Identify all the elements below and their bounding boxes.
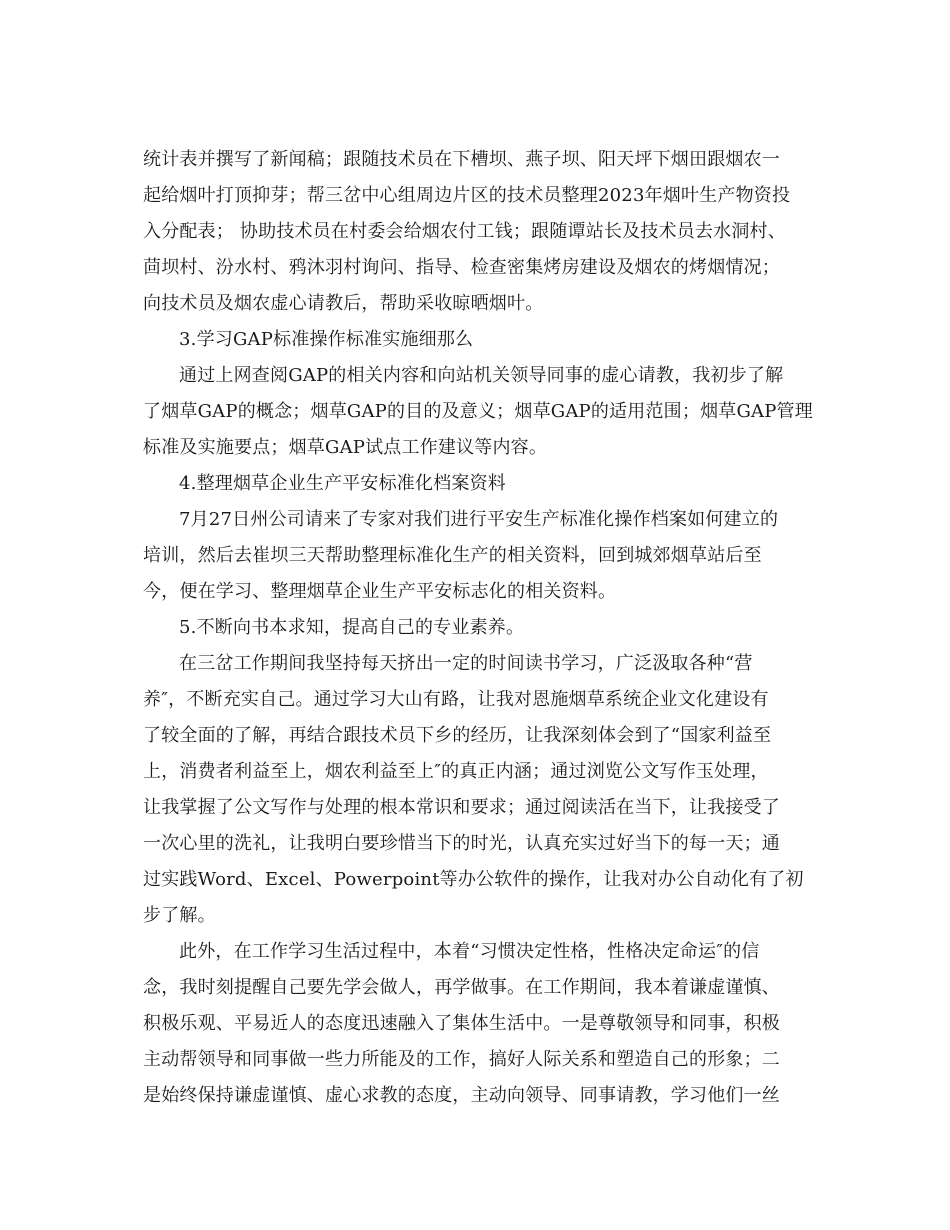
- text-line: 向技术员及烟农虚心请教后，帮助采收晾晒烟叶。: [143, 293, 544, 314]
- text-line: 培训，然后去崔坝三天帮助整理标准化生产的相关资料，回到城郊烟草站后至: [143, 545, 762, 566]
- text-line: 今，便在学习、整理烟草企业生产平安标志化的相关资料。: [143, 581, 617, 602]
- text-line: 了较全面的了解，再结合跟技术员下乡的经历，让我深刻体会到了“国家利益至: [143, 725, 772, 746]
- text-line: 了烟草GAP的概念；烟草GAP的目的及意义；烟草GAP的适用范围；烟草GAP管理: [143, 401, 813, 422]
- text-line: 起给烟叶打顶抑芽；帮三岔中心组周边片区的技术员整理2023年烟叶生产物资投: [143, 185, 791, 206]
- text-line: 在三岔工作期间我坚持每天挤出一定的时间读书学习，广泛汲取各种“营: [179, 653, 753, 674]
- text-line: 上，消费者利益至上，烟农利益至上″的真正内涵；通过浏览公文写作玉处理，: [143, 761, 769, 782]
- text-line: 过实践Word、Excel、Powerpoint等办公软件的操作，让我对办公自动化有了初: [143, 869, 804, 890]
- text-line: 积极乐观、平易近人的态度迅速融入了集体生活中。一是尊敬领导和同事，积极: [143, 1013, 780, 1034]
- text-line: 7月27日州公司请来了专家对我们进行平安生产标准化操作档案如何建立的: [179, 509, 779, 530]
- text-line: 标准及实施要点；烟草GAP试点工作建议等内容。: [143, 437, 548, 458]
- text-line: 通过上网查阅GAP的相关内容和向站机关领导同事的虚心请教，我初步了解: [179, 365, 784, 386]
- document-body: [143, 142, 813, 1114]
- text-line: 主动帮领导和同事做一些力所能及的工作，搞好人际关系和塑造自己的形象；二: [143, 1049, 780, 1070]
- text-line: 是始终保持谦虚谨慎、虚心求教的态度，主动向领导、同事请教，学习他们一丝: [143, 1085, 780, 1106]
- text-line: 一次心里的洗礼，让我明白要珍惜当下的时光，认真充实过好当下的每一天；通: [143, 833, 780, 854]
- section-heading: 3.学习GAP标准操作标准实施细那么: [179, 329, 474, 350]
- section-heading: 4.整理烟草企业生产平安标准化档案资料: [179, 473, 506, 494]
- text-line: 养″，不断充实自己。通过学习大山有路，让我对恩施烟草系统企业文化建设有: [143, 689, 769, 710]
- text-line: 茴坝村、汾水村、鸦沐羽村询问、指导、检查密集烤房建设及烟农的烤烟情况；: [143, 257, 780, 278]
- text-line: 入分配表； 协助技术员在村委会给烟农付工钱；跟随谭站长及技术员去水洞村、: [143, 221, 786, 242]
- text-line: 步了解。: [143, 905, 216, 926]
- text-line: 让我掌握了公文写作与处理的根本常识和要求；通过阅读活在当下，让我接受了: [143, 797, 780, 818]
- section-heading: 5.不断向书本求知，提高自己的专业素养。: [179, 617, 525, 638]
- text-line: 此外，在工作学习生活过程中，本着“习惯决定性格，性格决定命运″的信: [179, 941, 760, 962]
- text-line: 念，我时刻提醒自己要先学会做人，再学做事。在工作期间，我本着谦虚谨慎、: [143, 977, 780, 998]
- text-line: 统计表并撰写了新闻稿；跟随技术员在下槽坝、燕子坝、阳天坪下烟田跟烟农一: [143, 149, 780, 170]
